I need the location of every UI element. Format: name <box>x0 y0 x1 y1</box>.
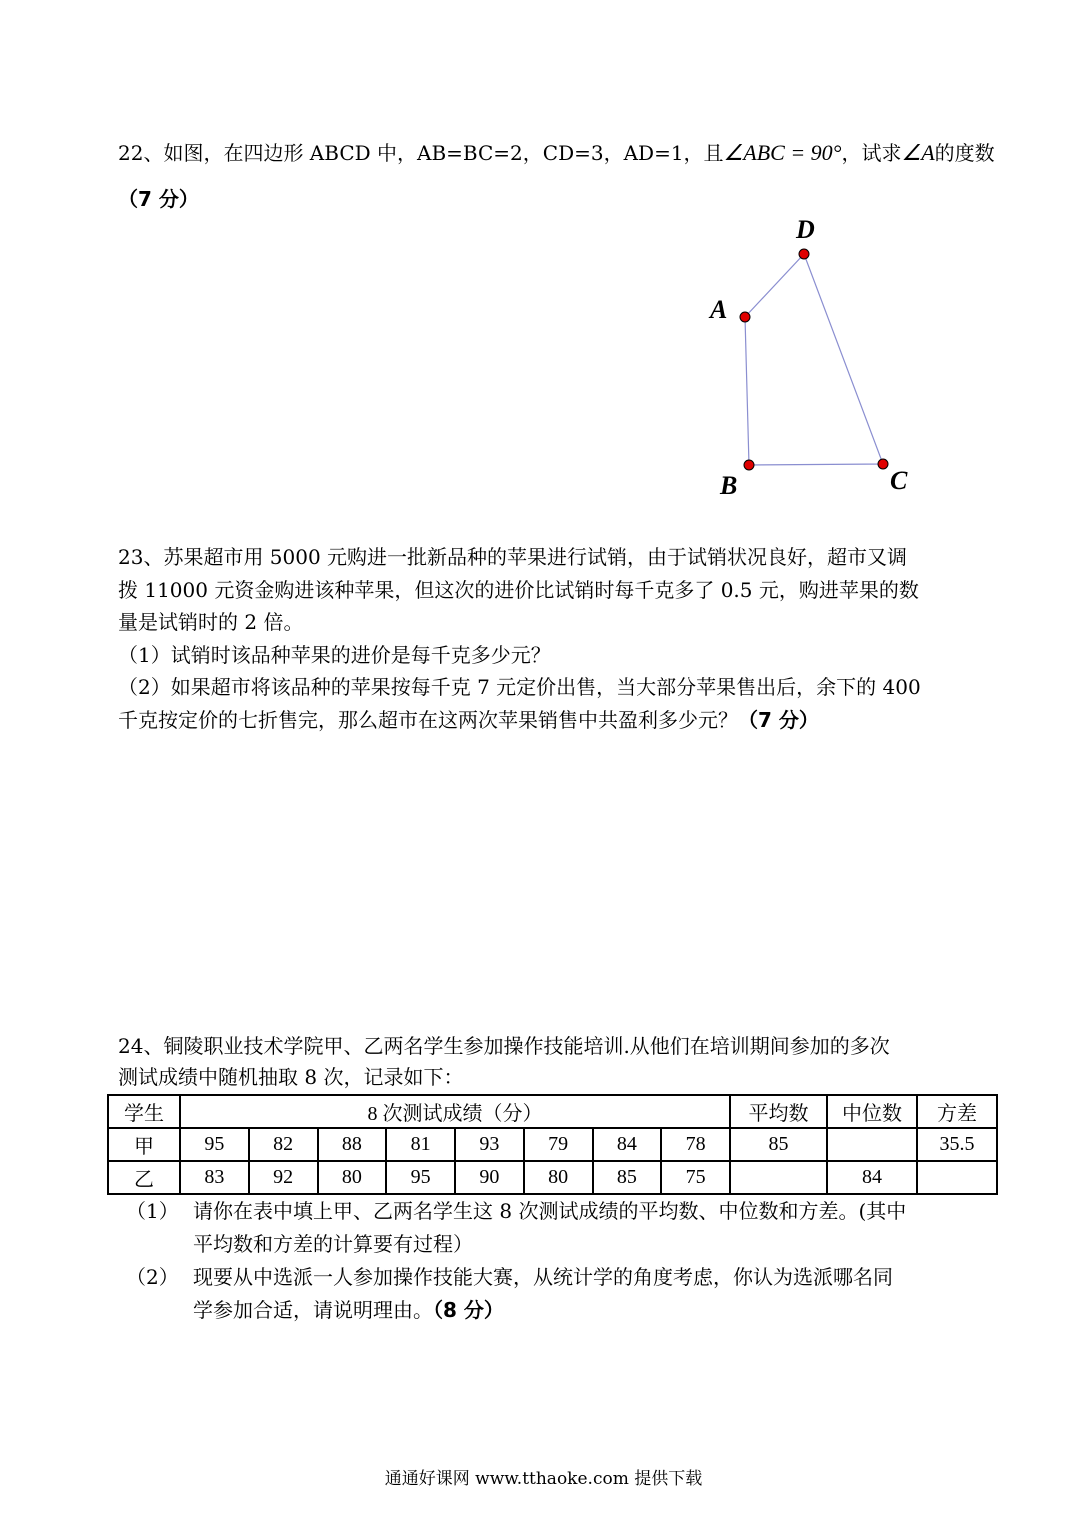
score-cell: 82 <box>249 1128 318 1161</box>
q23-sub2-text: 千克按定价的七折售完，那么超市在这两次苹果销售中共盈利多少元？ <box>118 708 738 732</box>
point-d <box>799 249 809 259</box>
header-variance: 方差 <box>917 1095 997 1128</box>
score-cell: 80 <box>318 1161 387 1194</box>
q24-line1: 24、铜陵职业技术学院甲、乙两名学生参加操作技能培训.从他们在培训期间参加的多次 <box>118 1034 890 1058</box>
score-cell: 85 <box>593 1161 662 1194</box>
mean-cell <box>730 1161 827 1194</box>
q24-sub2-line2 <box>193 1295 504 1325</box>
label-d: D <box>796 215 815 244</box>
point-b <box>744 460 754 470</box>
header-median: 中位数 <box>827 1095 917 1128</box>
variance-cell: 35.5 <box>917 1128 997 1161</box>
score-cell: 75 <box>661 1161 730 1194</box>
q24-sub1-number: （1） <box>126 1199 179 1223</box>
q23-line1: 23、苏果超市用 5000 元购进一批新品种的苹果进行试销，由于试销状况良好，超市又调 <box>118 545 908 569</box>
q22-angle-a: ∠A <box>901 140 935 165</box>
score-cell: 95 <box>180 1128 249 1161</box>
header-scores: 8 次测试成绩（分） <box>180 1095 730 1128</box>
q22-text-part: 的度数 <box>934 141 995 165</box>
q23-sub1: （1）试销时该品种苹果的进价是每千克多少元？ <box>118 643 551 667</box>
quadrilateral-figure <box>700 210 940 510</box>
row-name: 乙 <box>108 1161 180 1194</box>
quadrilateral-svg <box>700 210 940 510</box>
variance-cell <box>917 1161 997 1194</box>
q23-line3: 量是试销时的 2 倍。 <box>118 610 304 634</box>
score-cell: 84 <box>593 1128 662 1161</box>
q23-line2: 拨 11000 元资金购进该种苹果，但这次的进价比试销时每千克多了 0.5 元，购进苹果的数 <box>118 578 919 602</box>
q24-sub2-text: 学参加合适，请说明理由。 <box>193 1298 433 1322</box>
score-cell: 90 <box>455 1161 524 1194</box>
score-cell: 93 <box>455 1128 524 1161</box>
score-cell: 78 <box>661 1128 730 1161</box>
label-a: A <box>710 295 728 324</box>
q23-score: （7 分） <box>738 708 819 732</box>
table-row <box>108 1128 997 1161</box>
q22-score: （7 分） <box>118 187 199 211</box>
point-c <box>878 459 888 469</box>
scores-table <box>107 1094 998 1195</box>
median-cell: 84 <box>827 1161 917 1194</box>
header-student: 学生 <box>108 1095 180 1128</box>
label-c: C <box>890 466 908 495</box>
point-a <box>740 312 750 322</box>
score-cell: 88 <box>318 1128 387 1161</box>
q22-text <box>118 138 995 168</box>
score-cell: 79 <box>524 1128 593 1161</box>
q22-angle-abc: ∠ABC = 90° <box>723 140 842 165</box>
row-name: 甲 <box>108 1128 180 1161</box>
mean-cell: 85 <box>730 1128 827 1161</box>
q24-sub2-number: （2） <box>126 1265 179 1289</box>
score-cell: 81 <box>386 1128 455 1161</box>
median-cell <box>827 1128 917 1161</box>
q23-sub2-line1: （2）如果超市将该品种的苹果按每千克 7 元定价出售，当大部分苹果售出后，余下的 400 <box>118 675 921 699</box>
score-cell: 92 <box>249 1161 318 1194</box>
table-row <box>108 1161 997 1194</box>
q24-sub1-line2: 平均数和方差的计算要有过程） <box>193 1232 473 1256</box>
q22-text-part: ，试求 <box>841 141 902 165</box>
score-cell: 95 <box>386 1161 455 1194</box>
q23-sub2-line2 <box>118 705 819 735</box>
table-header-row <box>108 1095 997 1128</box>
page-footer: 通通好课网 www.tthaoke.com 提供下载 <box>384 1469 703 1489</box>
q22-text-part: 22、如图，在四边形 ABCD 中，AB=BC=2，CD=3，AD=1，且 <box>118 141 724 165</box>
q24-line2: 测试成绩中随机抽取 8 次，记录如下： <box>118 1065 464 1089</box>
label-b: B <box>720 471 738 500</box>
q24-sub1-line1: 请你在表中填上甲、乙两名学生这 8 次测试成绩的平均数、中位数和方差。(其中 <box>193 1199 907 1223</box>
score-cell: 83 <box>180 1161 249 1194</box>
quadrilateral-outline <box>745 254 883 465</box>
q24-sub2-line1: 现要从中选派一人参加操作技能大赛，从统计学的角度考虑，你认为选派哪名同 <box>193 1265 893 1289</box>
header-mean: 平均数 <box>730 1095 827 1128</box>
score-cell: 80 <box>524 1161 593 1194</box>
q24-score: （8 分） <box>433 1298 504 1322</box>
